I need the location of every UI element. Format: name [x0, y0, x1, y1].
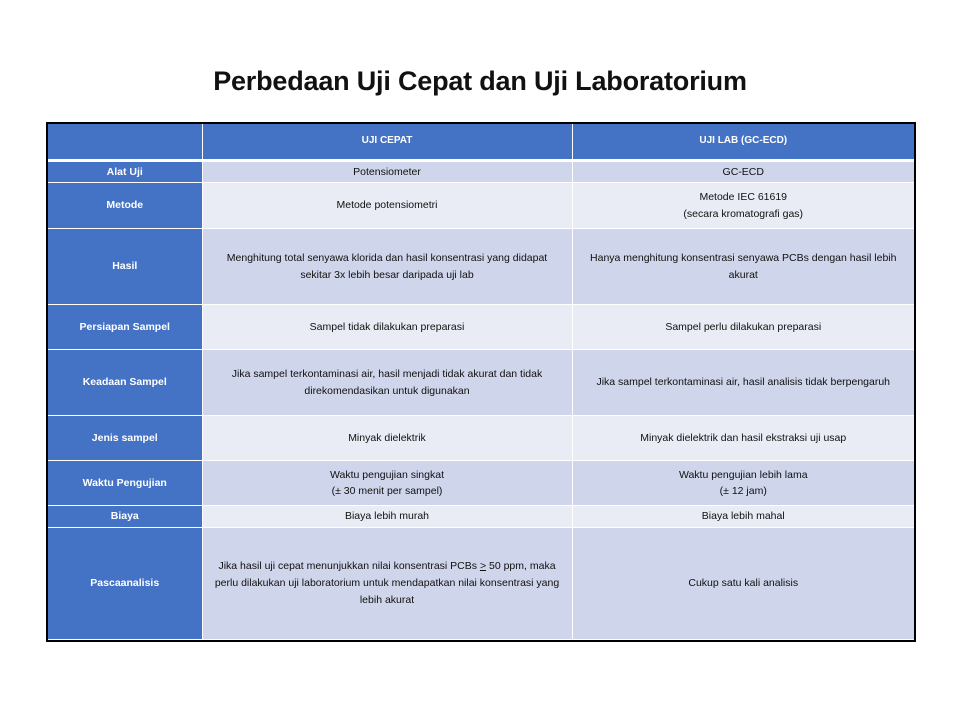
cell-uji-cepat: Menghitung total senyawa klorida dan hasil konsentrasi yang didapat sekitar 3x lebih besar daripada uji lab: [202, 229, 572, 305]
cell-uji-lab: Jika sampel terkontaminasi air, hasil analisis tidak berpengaruh: [572, 350, 914, 416]
row-label-waktu-pengujian: Waktu Pengujian: [48, 461, 202, 506]
cell-uji-lab: Hanya menghitung konsentrasi senyawa PCBs dengan hasil lebih akurat: [572, 229, 914, 305]
table-row: [48, 416, 914, 461]
table-row: [48, 528, 914, 640]
cell-uji-lab: Cukup satu kali analisis: [572, 528, 914, 640]
cell-line: Metode IEC 61619: [699, 191, 788, 203]
cell-uji-lab: Sampel perlu dilakukan preparasi: [572, 305, 914, 350]
row-label-hasil: Hasil: [48, 229, 202, 305]
table-row: [48, 183, 914, 229]
cell-uji-lab: [572, 183, 914, 229]
table-row: [48, 305, 914, 350]
row-label-keadaan-sampel: Keadaan Sampel: [48, 350, 202, 416]
cell-line: (± 30 menit per sampel): [331, 485, 443, 498]
cell-uji-lab: Biaya lebih mahal: [572, 506, 914, 528]
row-label-persiapan-sampel: Persiapan Sampel: [48, 305, 202, 350]
cell-uji-cepat: Metode potensiometri: [202, 183, 572, 229]
cell-uji-cepat: Biaya lebih murah: [202, 506, 572, 528]
cell-line: Waktu pengujian singkat: [329, 468, 444, 481]
header-uji-cepat: UJI CEPAT: [202, 124, 572, 160]
table-row: [48, 229, 914, 305]
cell-line: Waktu pengujian lebih lama: [678, 468, 808, 481]
cell-uji-lab: Minyak dielektrik dan hasil ekstraksi uji usap: [572, 416, 914, 461]
table-row: [48, 506, 914, 528]
cell-uji-cepat: Minyak dielektrik: [202, 416, 572, 461]
row-label-alat-uji: Alat Uji: [48, 160, 202, 183]
row-label-metode: Metode: [48, 183, 202, 229]
cell-uji-cepat: Potensiometer: [202, 160, 572, 183]
greater-equal-symbol: >: [479, 560, 487, 573]
cell-text: 50 ppm, maka perlu dilakukan uji laboratorium untuk mendapatkan nilai konsentrasi yang lebih akurat: [214, 560, 560, 607]
cell-line: (secara kromatografi gas): [683, 207, 804, 220]
comparison-table: [46, 122, 916, 642]
table-header-row: [48, 124, 914, 160]
row-label-biaya: Biaya: [48, 506, 202, 528]
cell-uji-cepat: Sampel tidak dilakukan preparasi: [202, 305, 572, 350]
cell-uji-cepat: Jika sampel terkontaminasi air, hasil menjadi tidak akurat dan tidak direkomendasikan untuk digunakan: [202, 350, 572, 416]
header-uji-lab: UJI LAB (GC-ECD): [572, 124, 914, 160]
cell-line: (± 12 jam): [719, 485, 767, 498]
table-row: [48, 160, 914, 183]
table-row: [48, 461, 914, 506]
table-row: [48, 350, 914, 416]
cell-uji-lab: GC-ECD: [572, 160, 914, 183]
row-label-pascaanalisis: Pascaanalisis: [48, 528, 202, 640]
cell-text: Jika hasil uji cepat menunjukkan nilai konsentrasi PCBs: [218, 560, 480, 573]
cell-uji-cepat: [202, 528, 572, 640]
cell-uji-lab: [572, 461, 914, 506]
row-label-jenis-sampel: Jenis sampel: [48, 416, 202, 461]
cell-uji-cepat: [202, 461, 572, 506]
slide-title: Perbedaan Uji Cepat dan Uji Laboratorium: [213, 66, 747, 96]
header-corner-cell: [48, 124, 202, 160]
